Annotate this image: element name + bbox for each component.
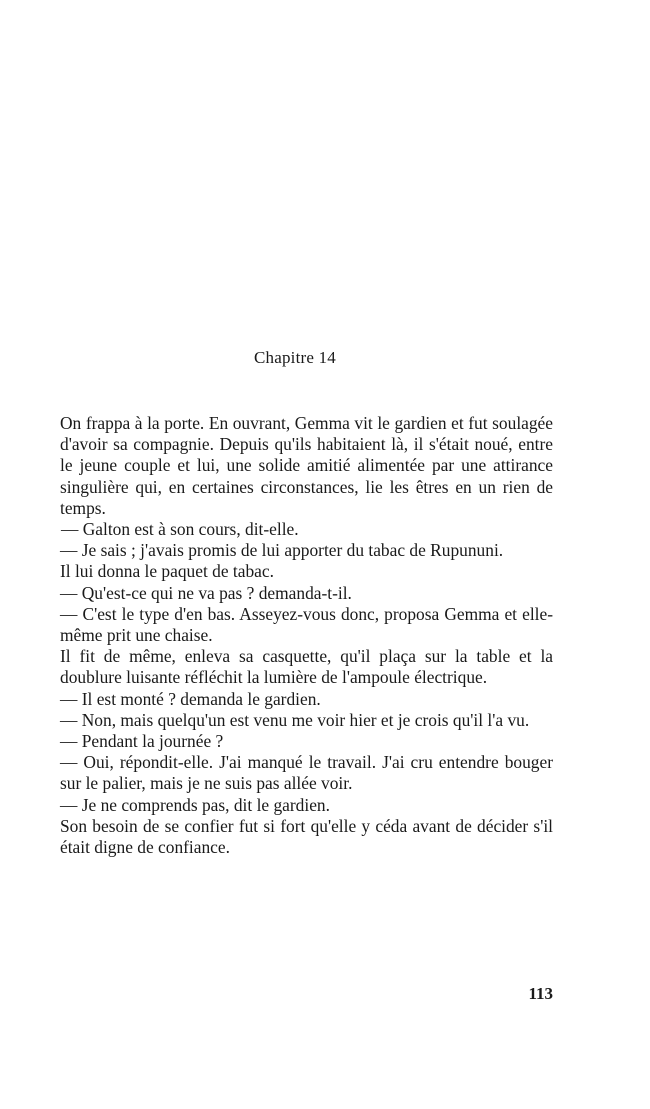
paragraph: — Je ne comprends pas, dit le gardien. — [60, 794, 330, 815]
paragraph: — Je sais ; j'avais promis de lui apporter du tabac de Rupununi. — [60, 540, 504, 561]
chapter-title: Chapitre 14 — [254, 348, 336, 367]
paragraph: — Pendant la journée ? — [60, 731, 224, 752]
body-text — [60, 413, 553, 858]
paragraph: — Il est monté ? demanda le gardien. — [60, 688, 321, 709]
paragraph: — Qu'est-ce qui ne va pas ? demanda-t-il. — [60, 582, 352, 603]
paragraph: — Galton est à son cours, dit-elle. — [61, 519, 299, 540]
paragraph: On frappa à la porte. En ouvrant, Gemma vit le gardien et fut soulagée d'avoir sa compagnie. Depuis qu'ils habitaient là, il s'était noué, entre le jeune couple et lui, une solide amitié alimentée par une attirance singulière qui, en certaines circonstances, lie les êtres en un rien de temps. — [60, 413, 553, 518]
paragraph: — Non, mais quelqu'un est venu me voir hier et je crois qu'il l'a vu. — [60, 709, 530, 730]
paragraph: Il lui donna le paquet de tabac. — [60, 561, 274, 582]
page-number: 113 — [528, 984, 553, 1003]
paragraph: — Oui, répondit-elle. J'ai manqué le travail. J'ai cru entendre bouger sur le palier, mais je ne suis pas allée voir. — [60, 752, 553, 794]
paragraph: Il fit de même, enleva sa casquette, qu'il plaça sur la table et la doublure luisante réfléchit la lumière de l'ampoule électrique. — [60, 646, 553, 688]
paragraph: — C'est le type d'en bas. Asseyez-vous donc, proposa Gemma et elle-même prit une chaise. — [60, 603, 553, 646]
paragraph: Son besoin de se confier fut si fort qu'elle y céda avant de décider s'il était digne de confiance. — [60, 815, 553, 858]
